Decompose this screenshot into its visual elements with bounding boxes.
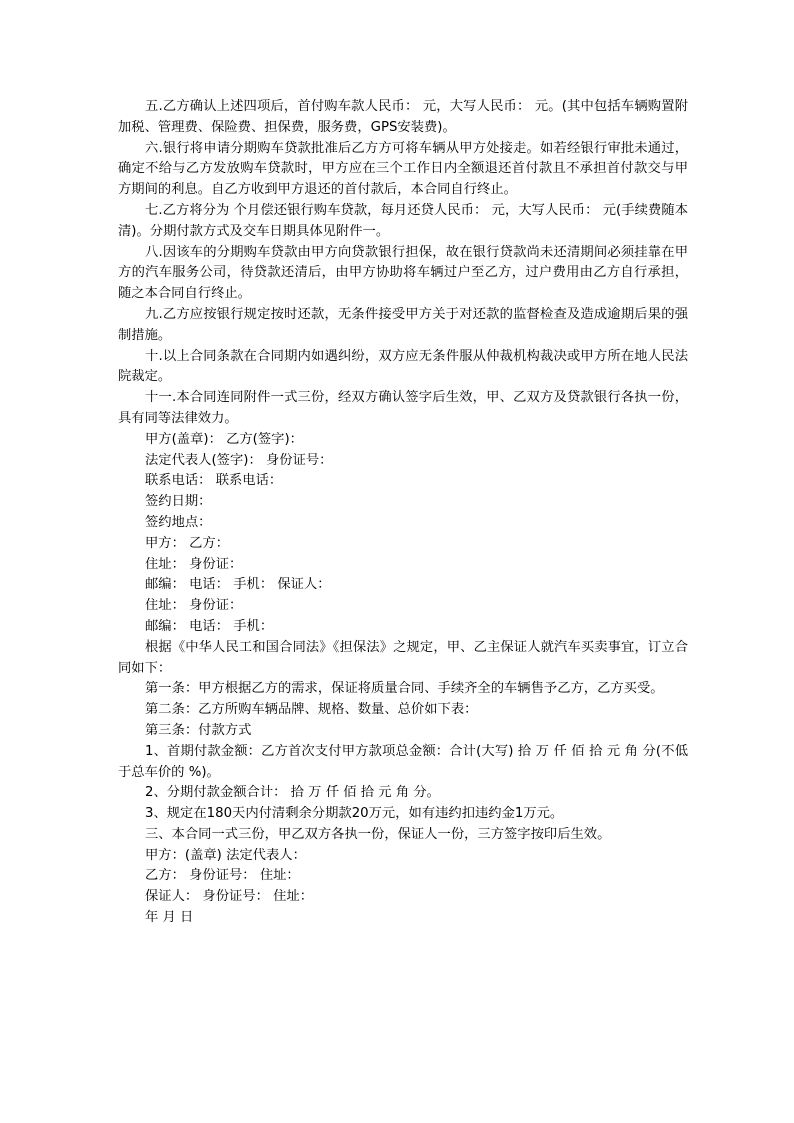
address-id-line: 住址： 身份证： [145,556,243,572]
guarantee-intro-paragraph: 根据《中华人民工和国合同法》《担保法》之规定，甲、乙主保证人就汽车买卖事宜，订立合同如下： [118,639,688,676]
signature-party-line: 甲方(盖章)： 乙方(签字)： [145,431,303,447]
first-payment-clause: 1、首期付款金额：乙方首次支付甲方款项总金额：合计(大写) 拾 万 仟 佰 拾 元 角 分(不低于总车价的 %)。 [118,743,688,780]
paragraph-six: 六.银行将申请分期购车贷款批准后乙方方可将车辆从甲方处接走。如若经银行审批未通过，确定不给与乙方发放购车贷款时，甲方应在三个工作日内全额退还首付款且不承担首付款交与甲方期间的利息。自乙方收到甲方退还的首付款后，本合同自行终止。 [118,140,688,198]
copies-clause: 三、本合同一式三份，甲乙双方各执一份，保证人一份，三方签字按印后生效。 [145,826,611,842]
signing-date-line: 签约日期： [145,494,212,510]
paragraph-ten: 十.以上合同条款在合同期内如遇纠纷，双方应无条件服从仲裁机构裁决或甲方所在地人民法院裁定。 [118,348,688,385]
paragraph-eight: 八.因该车的分期购车贷款由甲方向贷款银行担保，故在银行贷款尚未还清期间必须挂靠在甲方的汽车服务公司，待贷款还清后，由甲方协助将车辆过户至乙方，过户费用由乙方自行承担，随之本合同自行终止。 [118,244,688,302]
installment-total-clause: 2、分期付款金额合计： 拾 万 仟 佰 拾 元 角 分。 [145,785,440,801]
guarantor-signature-line: 保证人： 身份证号： 住址： [145,889,314,905]
article-one: 第一条：甲方根据乙方的需求，保证将质量合同、手续齐全的车辆售予乙方，乙方买受。 [145,681,664,697]
contract-page [118,97,688,929]
party-b-signature-line: 乙方： 身份证号： 住址： [145,868,300,884]
payment-deadline-clause: 3、规定在180天内付清剩余分期款20万元，如有违约扣违约金1万元。 [145,806,564,822]
contact-phone-line: 联系电话： 联系电话： [145,473,283,489]
postcode-guarantor-line: 邮编： 电话： 手机： 保证人： [145,577,331,593]
paragraph-eleven: 十一.本合同连同附件一式三份，经双方确认签字后生效，甲、乙双方及贷款银行各执一份，具有同等法律效力。 [118,390,688,426]
party-names-line: 甲方： 乙方： [145,535,230,551]
article-three: 第三条：付款方式 [145,722,252,738]
legal-rep-line: 法定代表人(签字)： 身份证号： [145,452,333,468]
postcode-phone-line: 邮编： 电话： 手机： [145,618,274,634]
article-two: 第二条：乙方所购车辆品牌、规格、数量、总价如下表： [145,702,478,718]
paragraph-five: 五.乙方确认上述四项后，首付购车款人民币： 元，大写人民币： 元。(其中包括车辆购置附加税、管理费、保险费、担保费，服务费，GPS安装费)。 [118,99,688,135]
paragraph-nine: 九.乙方应按银行规定按时还款，无条件接受甲方关于对还款的监督检查及造成逾期后果的强制措施。 [118,306,688,343]
date-line: 年 月 日 [145,910,194,926]
address-id-line-2: 住址： 身份证： [145,598,243,614]
party-a-signature-line: 甲方：(盖章) 法定代表人： [145,847,306,863]
paragraph-seven: 七.乙方将分为 个月偿还银行购车贷款，每月还贷人民币： 元，大写人民币： 元(手续费随本清)。分期付款方式及交车日期具体见附件一。 [118,202,688,239]
signing-place-line: 签约地点： [145,514,212,530]
